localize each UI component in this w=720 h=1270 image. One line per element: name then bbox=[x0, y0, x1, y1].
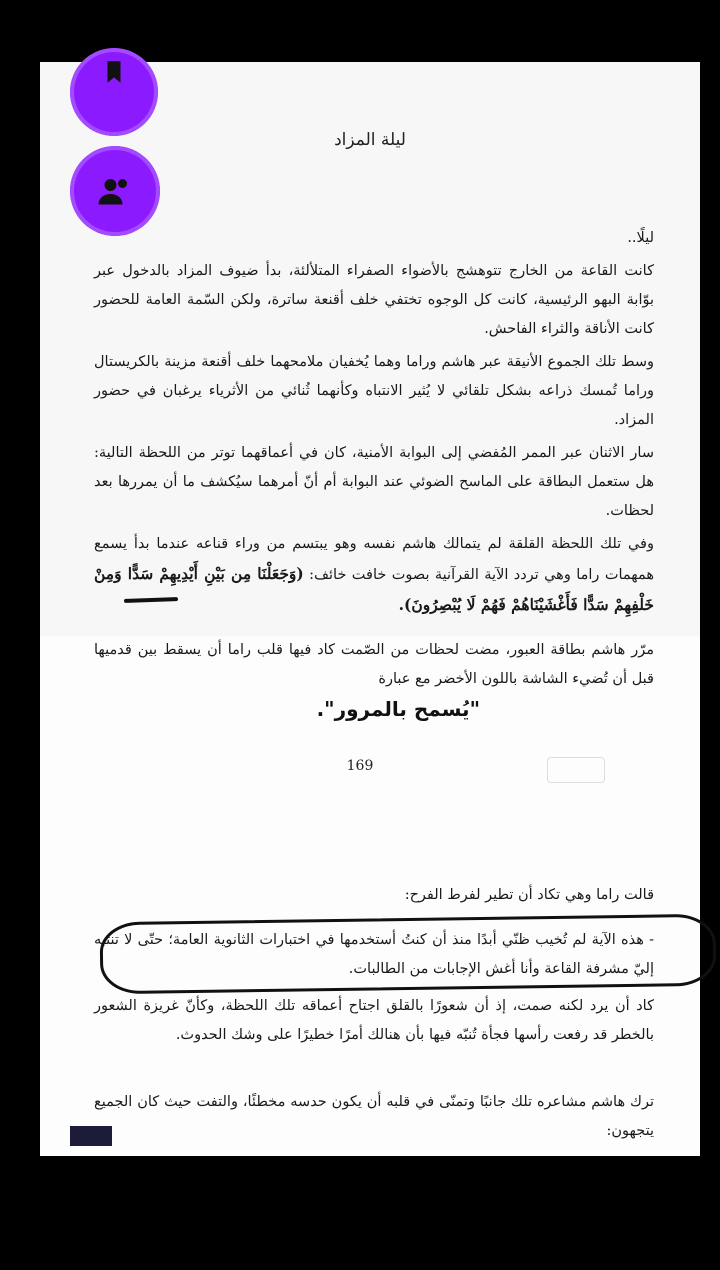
paragraph-5: مرّر هاشم بطاقة العبور، مضت لحظات من الصّمت كاد فيها قلب راما أن يسقط بين قدميها قبل أن تُضيء الشاشة باللون الأخضر مع عبارة bbox=[94, 642, 654, 687]
page-number: 169 bbox=[346, 758, 374, 774]
page2-paragraph-2: - هذه الآية لم تُخيب ظنّي أبدًا منذ أن كنتُ أستخدمها في اختبارات الثانوية العامة؛ حتّى لا تنتبه إليّ مشرفة القاعة وأنا أغش الإجابات من الطالبات. bbox=[94, 932, 654, 977]
bookmark-button[interactable] bbox=[70, 48, 158, 136]
chapter-title: ليلة المزاد bbox=[334, 130, 406, 150]
watermark-logo bbox=[547, 757, 605, 783]
page2-paragraph-3: كاد أن يرد لكنه صمت، إذ أن شعورًا بالقلق اجتاح أعماقه تلك اللحظة، وكأنّ غريزة الشعور بالخطر قد رفعت رأسها فجأة تُنبّه فيها بأن هنالك أمرًا خطيرًا على وشك الحدوث. bbox=[94, 998, 654, 1043]
bookmark-icon bbox=[101, 59, 127, 85]
paragraph-4 bbox=[94, 530, 654, 621]
paragraph-4-text: وفي تلك اللحظة القلقة لم يتمالك هاشم نفسه وهو يبتسم من وراء قناعه عندما بدأ يسمع همهمات راما وهي تردد الآية القرآنية بصوت خافت خائف: bbox=[94, 536, 654, 583]
paragraph-1: كانت القاعة من الخارج تتوهشج بالأضواء الصفراء المتلألئة، بدأ ضيوف المزاد بالدخول عبر بوّابة البهو الرئيسية، كانت كل الوجوه تختفي خلف أقنعة ساترة، ولكن السّمة العامة للحضور كانت الأناقة والثراء الفاحش. bbox=[94, 263, 654, 337]
opening-line: ليلًا.. bbox=[627, 230, 654, 246]
user-group-icon bbox=[97, 173, 133, 209]
book-page-top bbox=[40, 62, 700, 636]
user-button[interactable] bbox=[70, 146, 160, 236]
corner-mark bbox=[70, 1126, 112, 1146]
page2-paragraph-4: ترك هاشم مشاعره تلك جانبًا وتمنّى في قلبه أن يكون حدسه مخطئًا، والتفت حيث كان الجميع يتجهون: bbox=[94, 1094, 654, 1139]
handwritten-circle bbox=[100, 914, 717, 995]
closing-phrase: "يُسمح بالمرور". bbox=[316, 697, 480, 721]
page2-paragraph-1: قالت راما وهي تكاد أن تطير لفرط الفرح: bbox=[404, 887, 654, 903]
paragraph-2: وسط تلك الجموع الأنيقة عبر هاشم وراما وهما يُخفيان ملامحهما خلف أقنعة مزينة بالكريستال وراما تُمسك ذراعه بشكل تلقائي لا يُثير الانتباه وكأنهما ثُنائي من الأثرياء يرغبان في حضور المزاد. bbox=[94, 354, 654, 428]
paragraph-3: سار الاثنان عبر الممر المُفضي إلى البوابة الأمنية، كان في أعماقهما توتر من اللحظة التالية: هل ستعمل البطاقة على الماسح الضوئي عند البوابة أم أنّ أمرهما سيُكشف ما أن يمررها بعد لحظات. bbox=[94, 445, 654, 519]
quran-quote: (وَجَعَلْنَا مِن بَيْنِ أَيْدِيهِمْ سَدًّا وَمِنْ خَلْفِهِمْ سَدًّا فَأَغْشَيْنَاهُمْ فَهُمْ لَا يُبْصِرُونَ). bbox=[94, 564, 654, 614]
